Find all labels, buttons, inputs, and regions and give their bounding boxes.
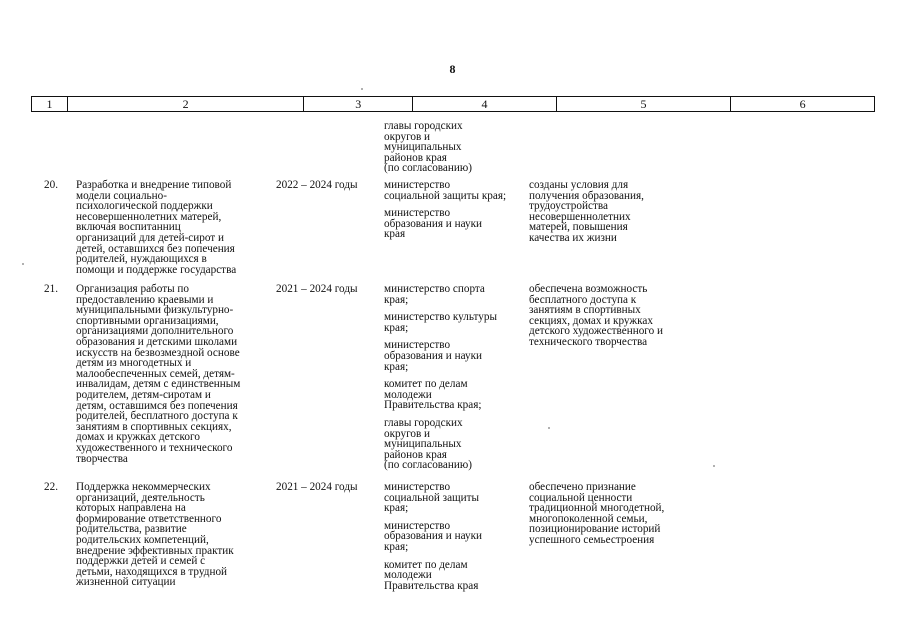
row-20-executors — [384, 180, 528, 247]
scan-speck — [22, 263, 24, 265]
row-22-measure: Поддержка некоммерческих организаций, деятельность которых направлена на формирование ответственного родительства, развитие родительских компетенций, внедрение эффективных практик поддержки детей и семей с детьми, находящихся в трудной жизненной ситуации — [76, 481, 234, 589]
scan-speck — [713, 465, 715, 467]
header-col-2: 2 — [68, 97, 304, 111]
header-col-1: 1 — [32, 97, 68, 111]
executor-item: министерство образования и науки края; — [384, 339, 482, 373]
executor-item: министерство спорта края; — [384, 283, 485, 306]
row-20-measure: Разработка и внедрение типовой модели социально- психологической поддержки несовершеннолетних матерей, включая воспитанниц организаций для детей-сирот и детей, оставшихся без попечения родителей, нуждающихся в помощи и поддержке государства — [76, 179, 237, 276]
header-col-5: 5 — [557, 97, 732, 111]
scan-speck — [548, 427, 550, 429]
row-20-result: созданы условия для получения образования, трудоустройства несовершеннолетних матерей, повышения качества их жизни — [529, 179, 644, 244]
executor-item: министерство образования и науки края; — [384, 519, 482, 553]
executor-item: комитет по делам молодежи Правительства края; — [384, 378, 482, 412]
executor-item: министерство образования и науки края — [384, 207, 482, 241]
row-20-period: 2022 – 2024 годы — [276, 179, 358, 191]
scan-speck — [361, 88, 363, 90]
executor-item: министерство социальной защиты края; — [384, 179, 507, 202]
header-col-3: 3 — [304, 97, 413, 111]
executor-item: министерство социальной защиты края; — [384, 481, 480, 515]
row-22-period: 2021 – 2024 годы — [276, 481, 358, 493]
row-22-result: обеспечено признание социальной ценности традиционной многодетной, многопоколенной семьи, позиционирование историй успешного семьестроения — [529, 481, 665, 546]
row-20-number: 20. — [44, 179, 58, 191]
row-21-measure: Организация работы по предоставлению краевыми и муниципальными физкультурно- спортивными организациями, организациями дополнительного образования и детскими школами искусств на безвозмездной основе детям из многодетных и малообеспеченных семей, детям- инвалидам, детям с единственным родителем, детям-сиротам и детям, оставшимся без попечения родителей, бесплатного доступа к занятиям в спортивных секциях, домах и кружках детского художественного и технического творчества — [76, 283, 241, 465]
row-22-executors — [384, 482, 528, 598]
executor-item: главы городских округов и муниципальных районов края (по согласованию) — [384, 416, 472, 472]
executor-item: главы городских округов и муниципальных районов края (по согласованию) — [384, 120, 472, 175]
row-21-executors — [384, 284, 528, 478]
header-col-6: 6 — [799, 97, 806, 111]
table-header-row — [31, 96, 875, 112]
executor-item: комитет по делам молодежи Правительства края — [384, 558, 479, 592]
row-21-period: 2021 – 2024 годы — [276, 283, 358, 295]
continuation-executors — [384, 121, 524, 181]
header-col-4: 4 — [413, 97, 557, 111]
row-21-number: 21. — [44, 283, 58, 295]
page-number: 8 — [449, 62, 456, 76]
row-21-result: обеспечена возможность бесплатного доступа к занятиям в спортивных секциях, домах и кружках детского художественного и технического творчества — [529, 283, 663, 348]
row-22-number: 22. — [44, 481, 58, 493]
executor-item: министерство культуры края; — [384, 311, 497, 334]
